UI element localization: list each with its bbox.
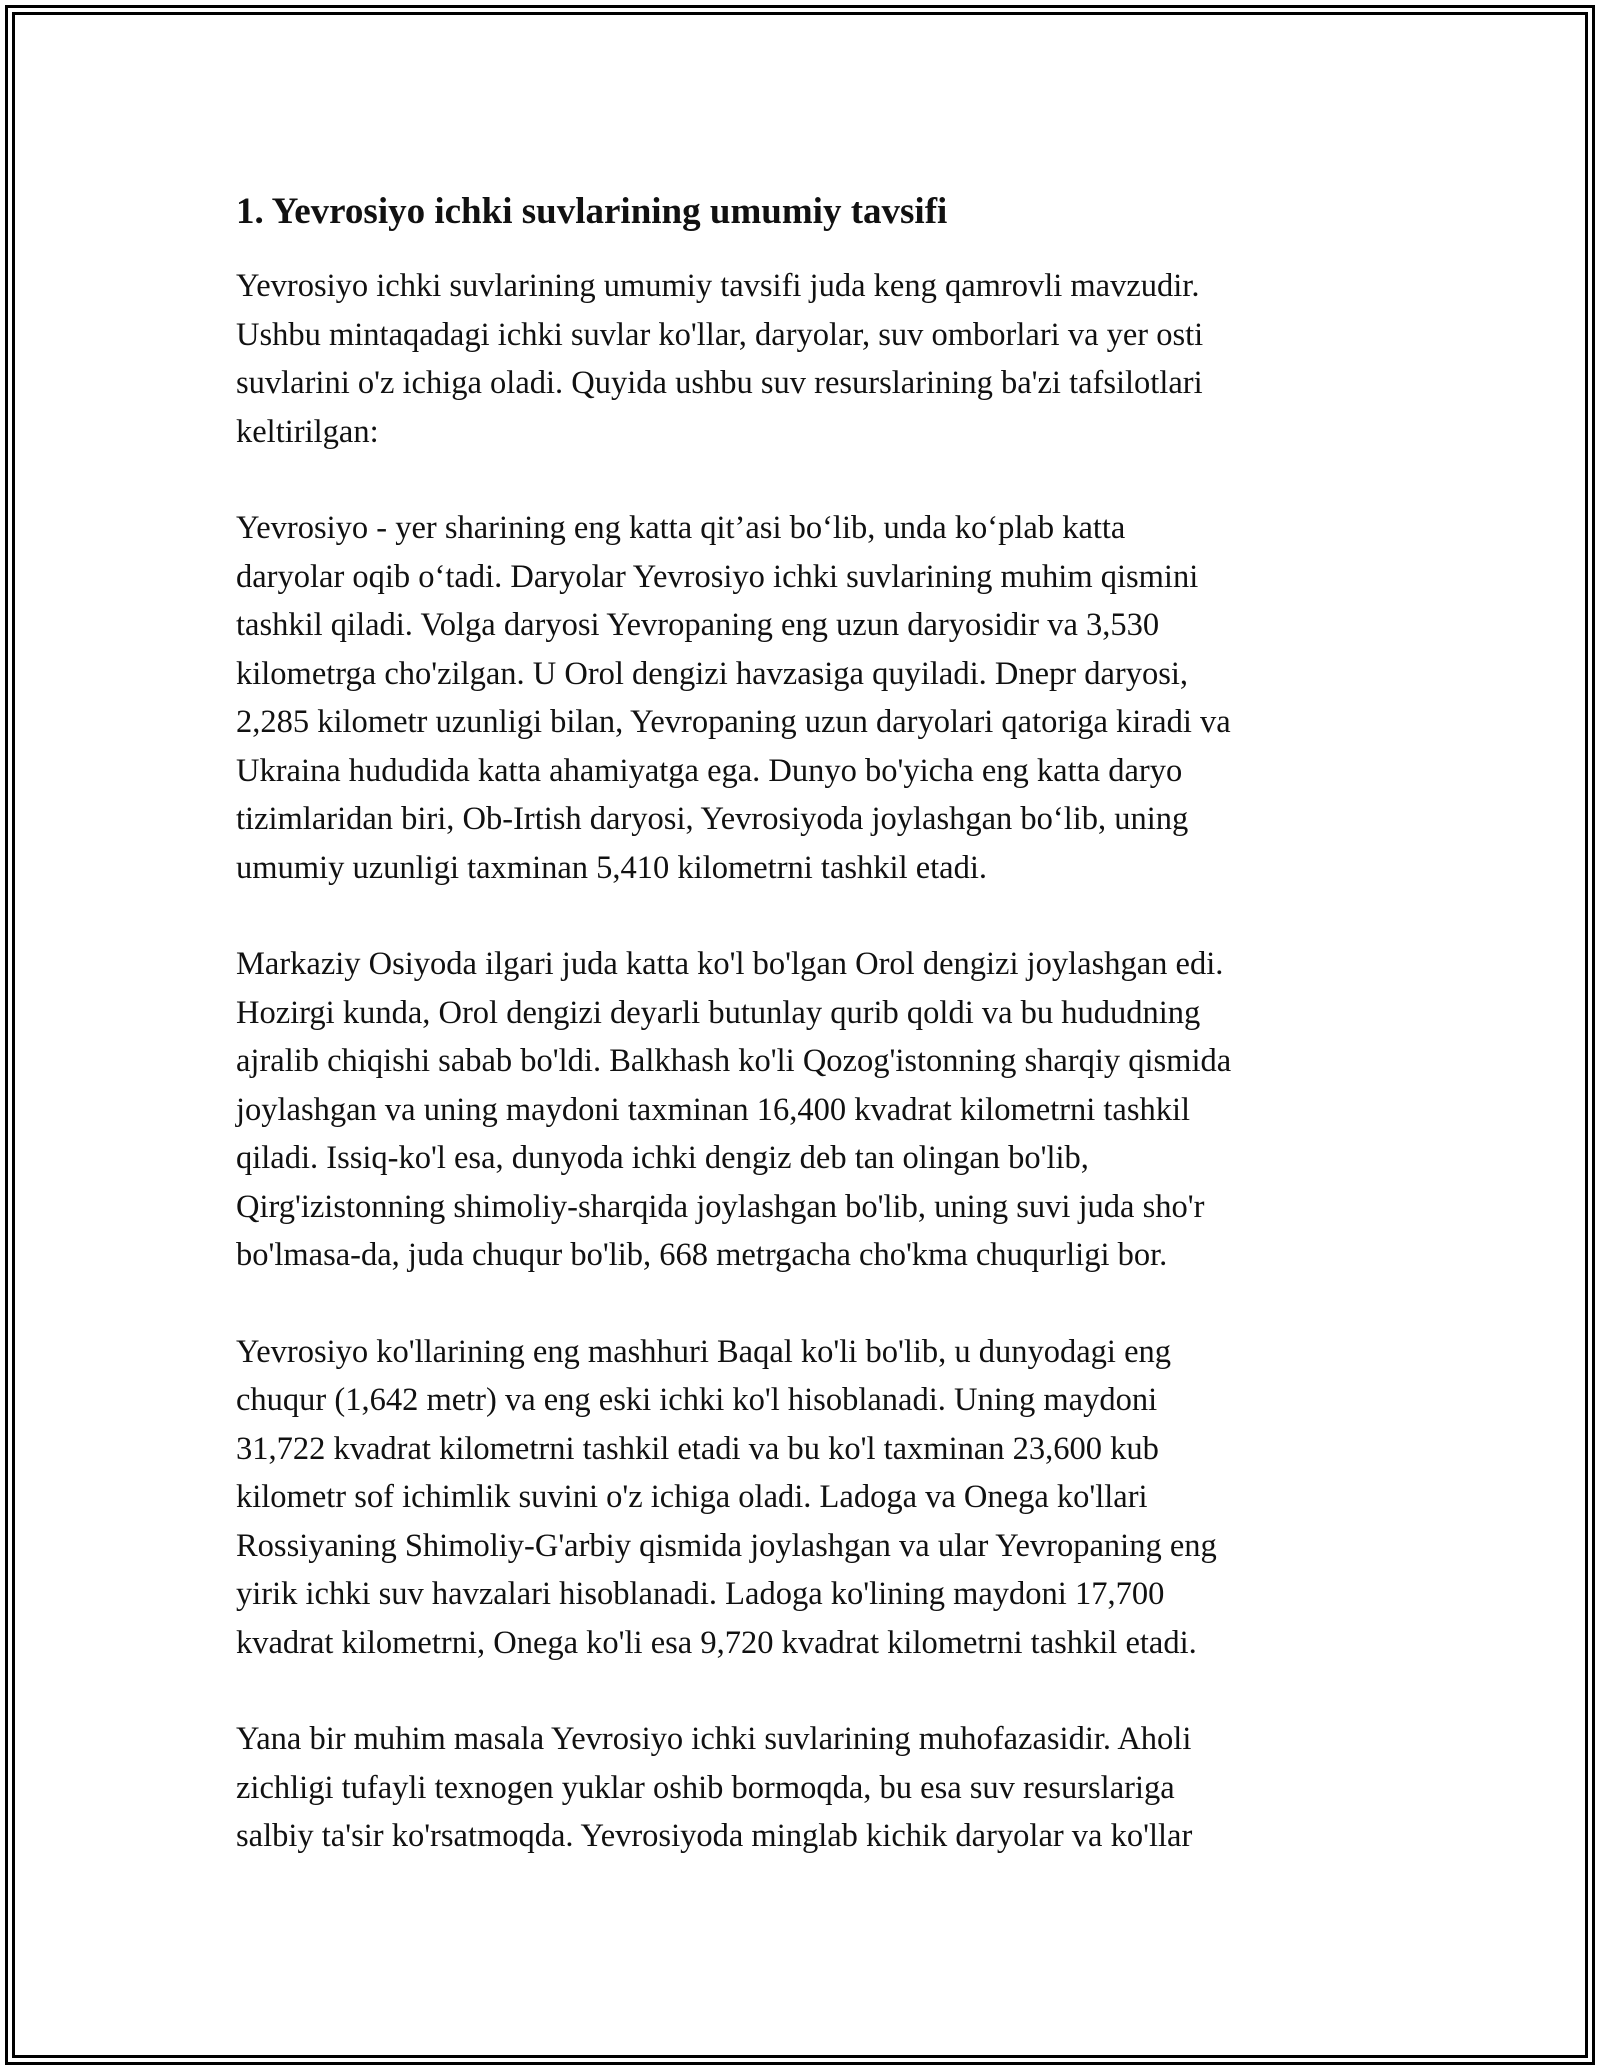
paragraph-line: kilometr sof ichimlik suvini o'z ichiga oladi. Ladoga va Onega ko'llari bbox=[236, 1479, 1148, 1515]
paragraph-line: Rossiyaning Shimoliy-G'arbiy qismida joylashgan va ular Yevropaning eng bbox=[236, 1527, 1217, 1564]
paragraph-line: Yevrosiyo - yer sharining eng katta qit’asi bo‘lib, unda ko‘plab katta bbox=[236, 510, 1126, 546]
document-page bbox=[236, 190, 1386, 1909]
paragraph-line: salbiy ta'sir ko'rsatmoqda. Yevrosiyoda minglab kichik daryolar va ko'llar bbox=[236, 1818, 1193, 1854]
paragraph-line: tizimlaridan biri, Ob-Irtish daryosi, Yevrosiyoda joylashgan bo‘lib, uning bbox=[236, 801, 1189, 837]
paragraph-line: 2,285 kilometr uzunligi bilan, Yevropaning uzun daryolari qatoriga kiradi va bbox=[236, 704, 1231, 740]
paragraph-line: chuqur (1,642 metr) va eng eski ichki ko'l hisoblanadi. Uning maydoni bbox=[236, 1382, 1158, 1418]
paragraph-line: Ushbu mintaqadagi ichki suvlar ko'llar, daryolar, suv omborlari va yer osti bbox=[236, 316, 1204, 353]
paragraph-line: 31,722 kvadrat kilometrni tashkil etadi va bu ko'l taxminan 23,600 kub bbox=[236, 1430, 1159, 1467]
paragraph-line: bo'lmasa-da, juda chuqur bo'lib, 668 metrgacha cho'kma chuqurligi bor. bbox=[236, 1237, 1168, 1273]
document-body bbox=[236, 262, 1386, 1861]
paragraph-line: Yana bir muhim masala Yevrosiyo ichki suvlarining muhofazasidir. Aholi bbox=[236, 1721, 1192, 1757]
body-paragraph bbox=[236, 262, 1386, 456]
paragraph-line: zichligi tufayli texnogen yuklar oshib bormoqda, bu esa suv resurslariga bbox=[236, 1769, 1175, 1806]
body-paragraph bbox=[236, 1715, 1386, 1861]
paragraph-line: joylashgan va uning maydoni taxminan 16,400 kvadrat kilometrni tashkil bbox=[236, 1091, 1191, 1128]
paragraph-line: Hozirgi kunda, Orol dengizi deyarli butunlay qurib qoldi va bu hududning bbox=[236, 994, 1201, 1031]
paragraph-line: qiladi. Issiq-ko'l esa, dunyoda ichki dengiz deb tan olingan bo'lib, bbox=[236, 1140, 1089, 1176]
paragraph-line: suvlarini o'z ichiga oladi. Quyida ushbu suv resurslarining ba'zi tafsilotlari bbox=[236, 365, 1203, 401]
paragraph-line: kvadrat kilometrni, Onega ko'li esa 9,720 kvadrat kilometrni tashkil etadi. bbox=[236, 1624, 1197, 1661]
body-paragraph bbox=[236, 940, 1386, 1280]
body-paragraph bbox=[236, 504, 1386, 892]
body-paragraph bbox=[236, 1328, 1386, 1668]
paragraph-line: yirik ichki suv havzalari hisoblanadi. Ladoga ko'lining maydoni 17,700 bbox=[236, 1576, 1165, 1612]
paragraph-line: daryolar oqib o‘tadi. Daryolar Yevrosiyo ichki suvlarining muhim qismini bbox=[236, 558, 1199, 595]
section-heading: 1. Yevrosiyo ichki suvlarining umumiy tavsifi bbox=[236, 191, 948, 232]
paragraph-line: Qirg'izistonning shimoliy-sharqida joylashgan bo'lib, uning suvi juda sho'r bbox=[236, 1188, 1205, 1225]
paragraph-line: kilometrga cho'zilgan. U Orol dengizi havzasiga quyiladi. Dnepr daryosi, bbox=[236, 655, 1189, 692]
paragraph-line: Yevrosiyo ichki suvlarining umumiy tavsifi juda keng qamrovli mavzudir. bbox=[236, 268, 1200, 304]
paragraph-line: Yevrosiyo ko'llarining eng mashhuri Baqal ko'li bo'lib, u dunyodagi eng bbox=[236, 1333, 1172, 1370]
paragraph-line: umumiy uzunligi taxminan 5,410 kilometrni tashkil etadi. bbox=[236, 849, 988, 886]
paragraph-line: Ukraina hududida katta ahamiyatga ega. Dunyo bo'yicha eng katta daryo bbox=[236, 752, 1183, 789]
paragraph-line: Markaziy Osiyoda ilgari juda katta ko'l bo'lgan Orol dengizi joylashgan edi. bbox=[236, 946, 1224, 982]
paragraph-line: tashkil qiladi. Volga daryosi Yevropaning eng uzun daryosidir va 3,530 bbox=[236, 607, 1160, 643]
paragraph-line: ajralib chiqishi sabab bo'ldi. Balkhash ko'li Qozog'istonning sharqiy qismida bbox=[236, 1043, 1232, 1079]
paragraph-line: keltirilgan: bbox=[236, 413, 379, 450]
